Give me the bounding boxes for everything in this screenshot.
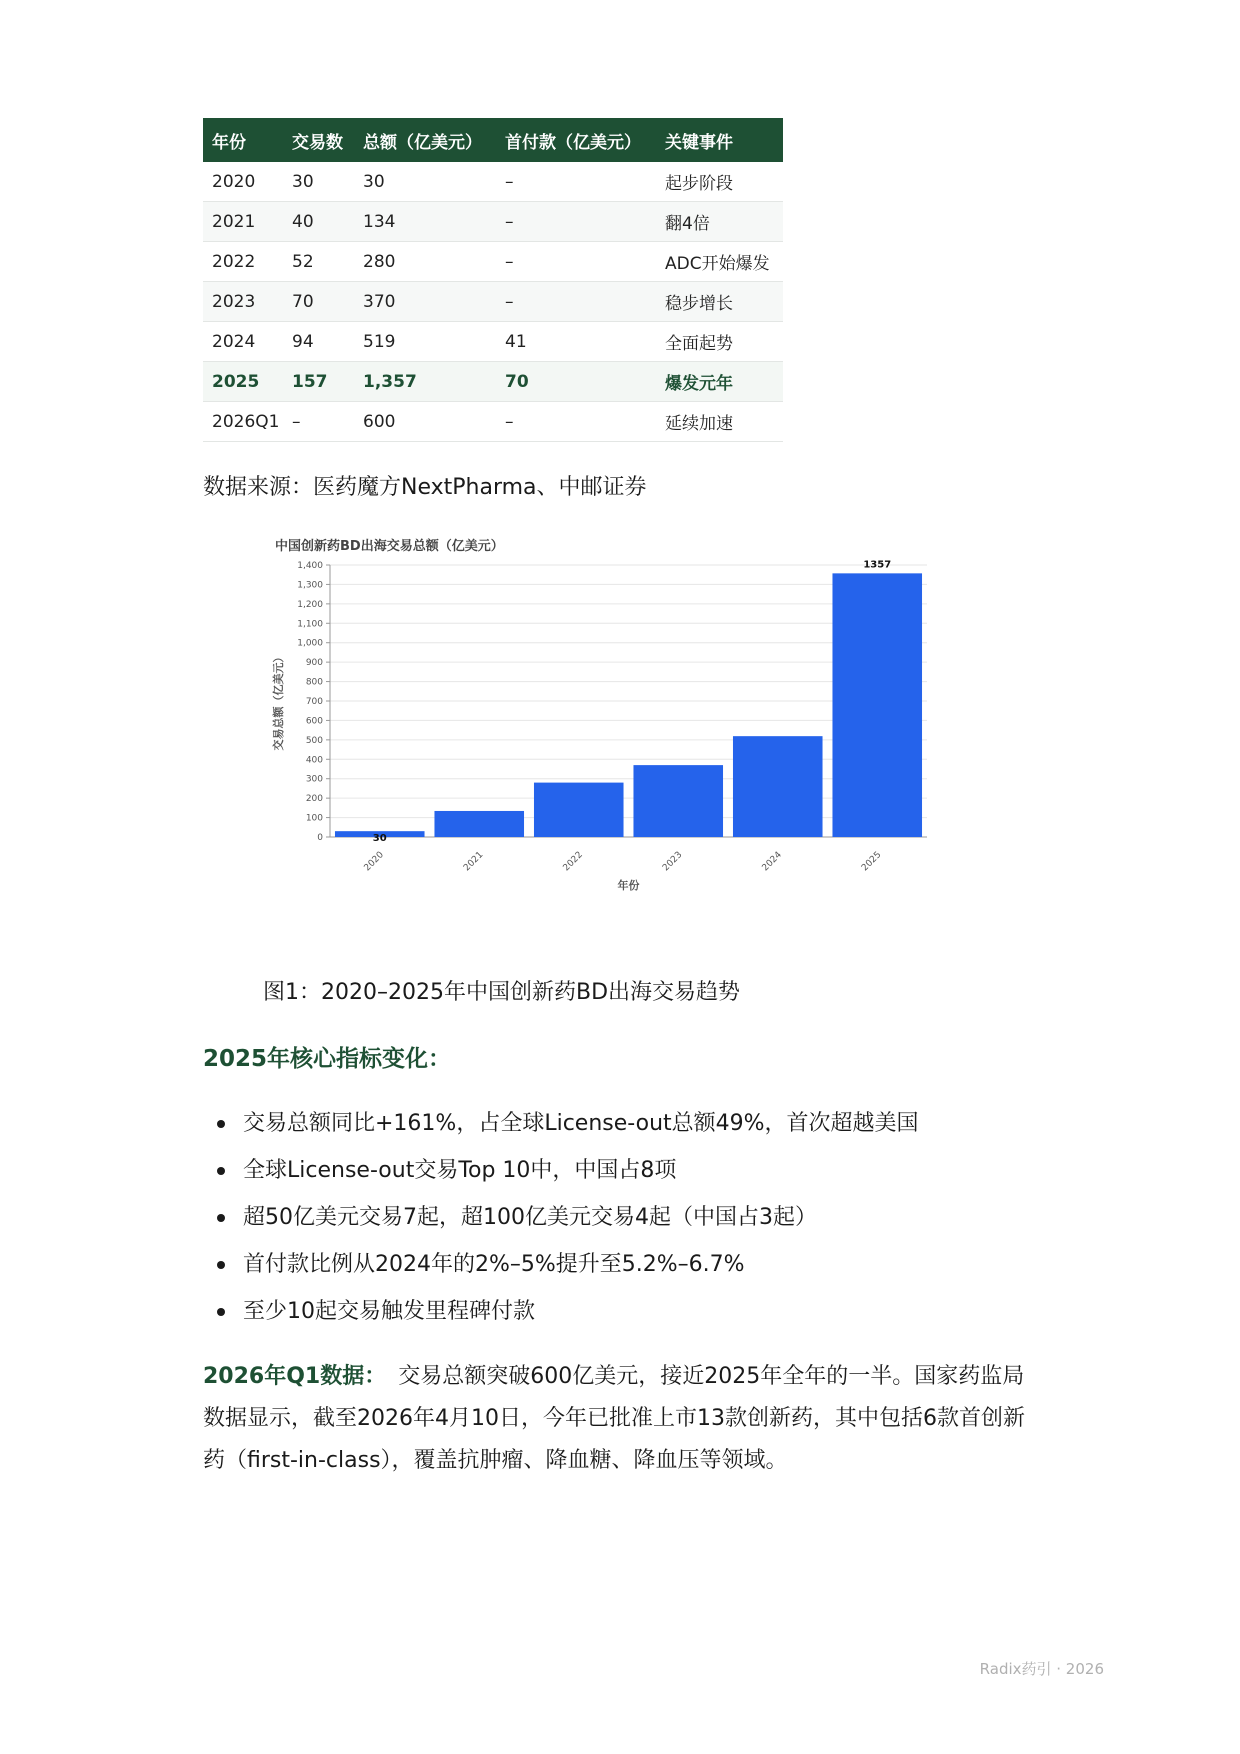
table-cell: 52 bbox=[283, 242, 354, 282]
table-cell: 1,357 bbox=[354, 362, 496, 402]
y-tick-label: 1,100 bbox=[297, 619, 323, 630]
y-tick-label: 1,400 bbox=[297, 561, 323, 571]
table-row bbox=[203, 322, 783, 362]
table-cell: 157 bbox=[283, 362, 354, 402]
table-cell: 134 bbox=[354, 202, 496, 242]
table-cell: 70 bbox=[283, 282, 354, 322]
table-cell: 2021 bbox=[203, 202, 283, 242]
table-cell: 280 bbox=[354, 242, 496, 282]
y-axis-label: 交易总额（亿美元） bbox=[272, 651, 285, 751]
table-cell: 2020 bbox=[203, 162, 283, 202]
table-cell: ADC开始爆发 bbox=[656, 242, 783, 282]
list-item: 首付款比例从2024年的2%–5%提升至5.2%–6.7% bbox=[203, 1241, 919, 1288]
table-cell: 40 bbox=[283, 202, 354, 242]
header-upfront: 首付款（亿美元） bbox=[496, 118, 656, 162]
list-item: 至少10起交易触发里程碑付款 bbox=[203, 1288, 919, 1335]
y-tick-label: 100 bbox=[305, 813, 323, 824]
list-item: 超50亿美元交易7起，超100亿美元交易4起（中国占3起） bbox=[203, 1194, 919, 1241]
bar-2022 bbox=[534, 783, 624, 837]
table-cell: 600 bbox=[354, 402, 496, 442]
table-cell: – bbox=[496, 282, 656, 322]
table-cell: – bbox=[496, 202, 656, 242]
x-tick-label: 2025 bbox=[860, 850, 884, 874]
table-cell: – bbox=[283, 402, 354, 442]
data-label: 1357 bbox=[863, 559, 892, 571]
bar-2021 bbox=[434, 811, 524, 837]
table-cell: – bbox=[496, 402, 656, 442]
table-cell: 41 bbox=[496, 322, 656, 362]
y-tick-label: 900 bbox=[305, 658, 323, 669]
table-cell: 70 bbox=[496, 362, 656, 402]
paragraph-text: 交易总额突破600亿美元，接近2025年全年的一半。国家药监局数据显示，截至2026年4月10日，今年已批准上市13款创新药，其中包括6款首创新药（first-in-class），覆盖抗肿瘤、降血糖、降血压等领域。 bbox=[203, 1364, 1025, 1473]
table-cell: 519 bbox=[354, 322, 496, 362]
table-body bbox=[203, 162, 783, 442]
table-row bbox=[203, 362, 783, 402]
bar-chart bbox=[250, 530, 970, 970]
list-item: 全球License-out交易Top 10中，中国占8项 bbox=[203, 1147, 919, 1194]
list-item: 交易总额同比+161%，占全球License-out总额49%，首次超越美国 bbox=[203, 1100, 919, 1147]
table-cell: – bbox=[496, 242, 656, 282]
bar-2023 bbox=[633, 765, 723, 837]
chart-title: 中国创新药BD出海交易总额（亿美元） bbox=[275, 539, 504, 554]
header-key-event: 关键事件 bbox=[656, 118, 783, 162]
q1-paragraph bbox=[203, 1356, 1043, 1482]
bar-2024 bbox=[733, 736, 823, 837]
table-cell: 起步阶段 bbox=[656, 162, 783, 202]
table-cell: 爆发元年 bbox=[656, 362, 783, 402]
y-tick-label: 1,300 bbox=[297, 580, 323, 591]
y-tick-label: 800 bbox=[305, 677, 323, 688]
table-cell: 94 bbox=[283, 322, 354, 362]
x-tick-label: 2022 bbox=[561, 850, 585, 874]
y-tick-label: 500 bbox=[305, 735, 323, 746]
y-tick-label: 700 bbox=[305, 697, 323, 707]
figure-caption: 图1：2020–2025年中国创新药BD出海交易趋势 bbox=[263, 980, 741, 1005]
table-cell: 稳步增长 bbox=[656, 282, 783, 322]
y-tick-label: 600 bbox=[305, 716, 323, 727]
table-cell: 2022 bbox=[203, 242, 283, 282]
table-cell: – bbox=[496, 162, 656, 202]
header-deal-count: 交易数 bbox=[283, 118, 354, 162]
y-tick-label: 300 bbox=[305, 774, 323, 785]
table-row bbox=[203, 242, 783, 282]
table-cell: 30 bbox=[354, 162, 496, 202]
table-row bbox=[203, 202, 783, 242]
deals-table bbox=[203, 118, 783, 442]
bar-2025 bbox=[832, 573, 922, 837]
table-cell: 370 bbox=[354, 282, 496, 322]
x-tick-label: 2023 bbox=[661, 850, 685, 874]
table-cell: 2024 bbox=[203, 322, 283, 362]
data-label: 30 bbox=[372, 833, 387, 844]
header-year: 年份 bbox=[203, 118, 283, 162]
table-cell: 延续加速 bbox=[656, 402, 783, 442]
x-tick-label: 2020 bbox=[362, 850, 386, 874]
header-total-amount: 总额（亿美元） bbox=[354, 118, 496, 162]
section-heading: 2025年核心指标变化： bbox=[203, 1046, 452, 1072]
data-source: 数据来源：医药魔方NextPharma、中邮证券 bbox=[203, 475, 647, 500]
table-cell: 2025 bbox=[203, 362, 283, 402]
table-header-row bbox=[203, 118, 783, 162]
table-cell: 翻4倍 bbox=[656, 202, 783, 242]
x-axis-label: 年份 bbox=[617, 879, 640, 892]
table-cell: 2026Q1 bbox=[203, 402, 283, 442]
table-row bbox=[203, 402, 783, 442]
table-cell: 2023 bbox=[203, 282, 283, 322]
x-tick-label: 2021 bbox=[462, 850, 486, 874]
metrics-list bbox=[203, 1100, 919, 1335]
y-tick-label: 1,200 bbox=[297, 599, 323, 610]
table-row bbox=[203, 162, 783, 202]
table-cell: 全面起势 bbox=[656, 322, 783, 362]
footer-brand: Radix药引 · 2026 bbox=[979, 1660, 1104, 1678]
table-cell: 30 bbox=[283, 162, 354, 202]
y-tick-label: 1,000 bbox=[297, 638, 323, 649]
table-row bbox=[203, 282, 783, 322]
y-tick-label: 400 bbox=[305, 755, 323, 766]
x-tick-label: 2024 bbox=[760, 850, 784, 874]
y-tick-label: 0 bbox=[317, 833, 323, 843]
paragraph-lead: 2026年Q1数据： bbox=[203, 1364, 387, 1389]
y-tick-label: 200 bbox=[305, 794, 323, 805]
